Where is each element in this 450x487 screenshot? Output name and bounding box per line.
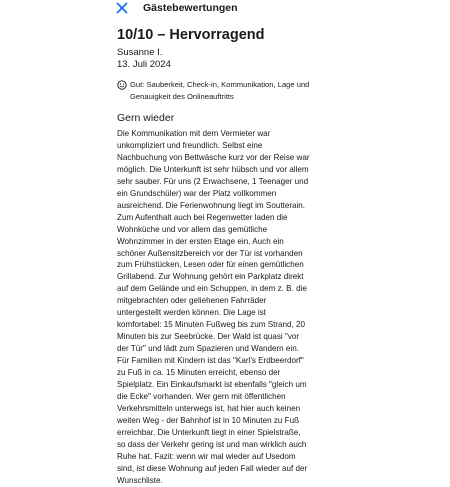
review-headline: Gern wieder — [117, 112, 175, 124]
review-body-line: so dass der Verkehr gering ist und man wirklich auch — [117, 439, 307, 449]
review-body-line: der Tür" und lädt zum Spazieren und Wandern ein. — [117, 344, 299, 354]
page-title: Gästebewertungen — [143, 2, 238, 14]
review-body-line: Wunschliste. — [117, 475, 163, 485]
review-body-line: mitgebrachten oder geliehenen Fahrräder — [117, 296, 267, 306]
positive-aspects-text — [130, 79, 333, 103]
close-icon — [116, 2, 128, 14]
review-body-line: möglich. Die Unterkunft ist sehr hübsch und vor allem — [117, 164, 309, 174]
review-body-line: Nachbuchung von Bettwäsche kurz vor der Reise war — [117, 152, 310, 162]
smiley-icon — [117, 80, 127, 90]
review-body-line: Für Familien mit Kindern ist das "Karl's Erdbeerdorf" — [117, 356, 304, 366]
review-body-line: ein Grundschüler) war der Platz vollkommen — [117, 188, 277, 198]
review-body-line: zu Fuß in ca. 15 Minuten erreicht, ebenso der — [117, 368, 281, 378]
review-body-line: Minuten bis zur Seebrücke. Der Wald ist quasi "vor — [117, 332, 300, 342]
review-body-line: Spielplatz. Ein Einkaufsmarkt ist ebenfalls "gleich um — [117, 380, 307, 390]
review-body-line: komfortabel: 15 Minuten Fußweg bis zum Strand, 20 — [117, 320, 306, 330]
review-body-line: zum Frühstücken, Lesen oder für einen gemütlichen — [117, 260, 304, 270]
review-body-line: Verkehrsmitteln unterwegs ist, hat hier auch keinen — [117, 403, 301, 413]
review-body-line: Ruhe hat. Fazit: wenn wir mal wieder auf Usedom — [117, 451, 296, 461]
review-body-line: auf dem Gelände und ein Schuppen, in dem z. B. die — [117, 284, 307, 294]
review-body — [117, 128, 333, 487]
review-body-line: weiten Weg - der Bahnhof ist in 10 Minuten zu Fuß — [117, 415, 300, 425]
reviewer-name: Susanne I. — [117, 47, 163, 58]
review-date: 13. Juli 2024 — [117, 59, 171, 70]
positive-aspects-line: Gut: Sauberkeit, Check-in, Kommunikation, Lage und — [130, 80, 310, 89]
review-body-line: ausreichend. Die Ferienwohnung liegt im Soutterain. — [117, 200, 306, 210]
review-body-line: unkompliziert und freundlich. Selbst eine — [117, 140, 263, 150]
review-body-line: Wohnküche und vor allem das gemütliche — [117, 224, 268, 234]
review-body-line: Zum Aufenthalt auch bei Regenwetter laden die — [117, 212, 288, 222]
positive-aspects — [117, 79, 333, 103]
close-button[interactable] — [114, 0, 130, 16]
review-body-line: sehr sauber. Für uns (2 Erwachsene, 1 Teenager und — [117, 176, 309, 186]
review-body-line: Die Kommunikation mit dem Vermieter war — [117, 129, 271, 138]
review-body-line: die Ecke" vorhanden. Wer gern mit öffentlichen — [117, 391, 286, 401]
review-body-line: Wohnzimmer in der ersten Etage ein. Auch ein — [117, 236, 284, 246]
review-body-line: schöner Außensitzbereich vor der Tür ist vorhanden — [117, 248, 303, 258]
review-body-line: Grillabend. Zur Wohnung gehört ein Parkplatz direkt — [117, 272, 304, 282]
review-score-title: 10/10 – Hervorragend — [117, 27, 265, 43]
review-body-line: sind, ist diese Wohnung auf jeden Fall wieder auf der — [117, 463, 308, 473]
review-body-line: untergestellt werden können. Die Lage ist — [117, 308, 266, 318]
header-bar — [0, 0, 450, 18]
positive-aspects-line: Genauigkeit des Onlineauftritts — [130, 92, 234, 101]
review-card — [117, 26, 333, 487]
review-body-line: erreichbar. Die Unterkunft liegt in einer Spielstraße, — [117, 427, 301, 437]
